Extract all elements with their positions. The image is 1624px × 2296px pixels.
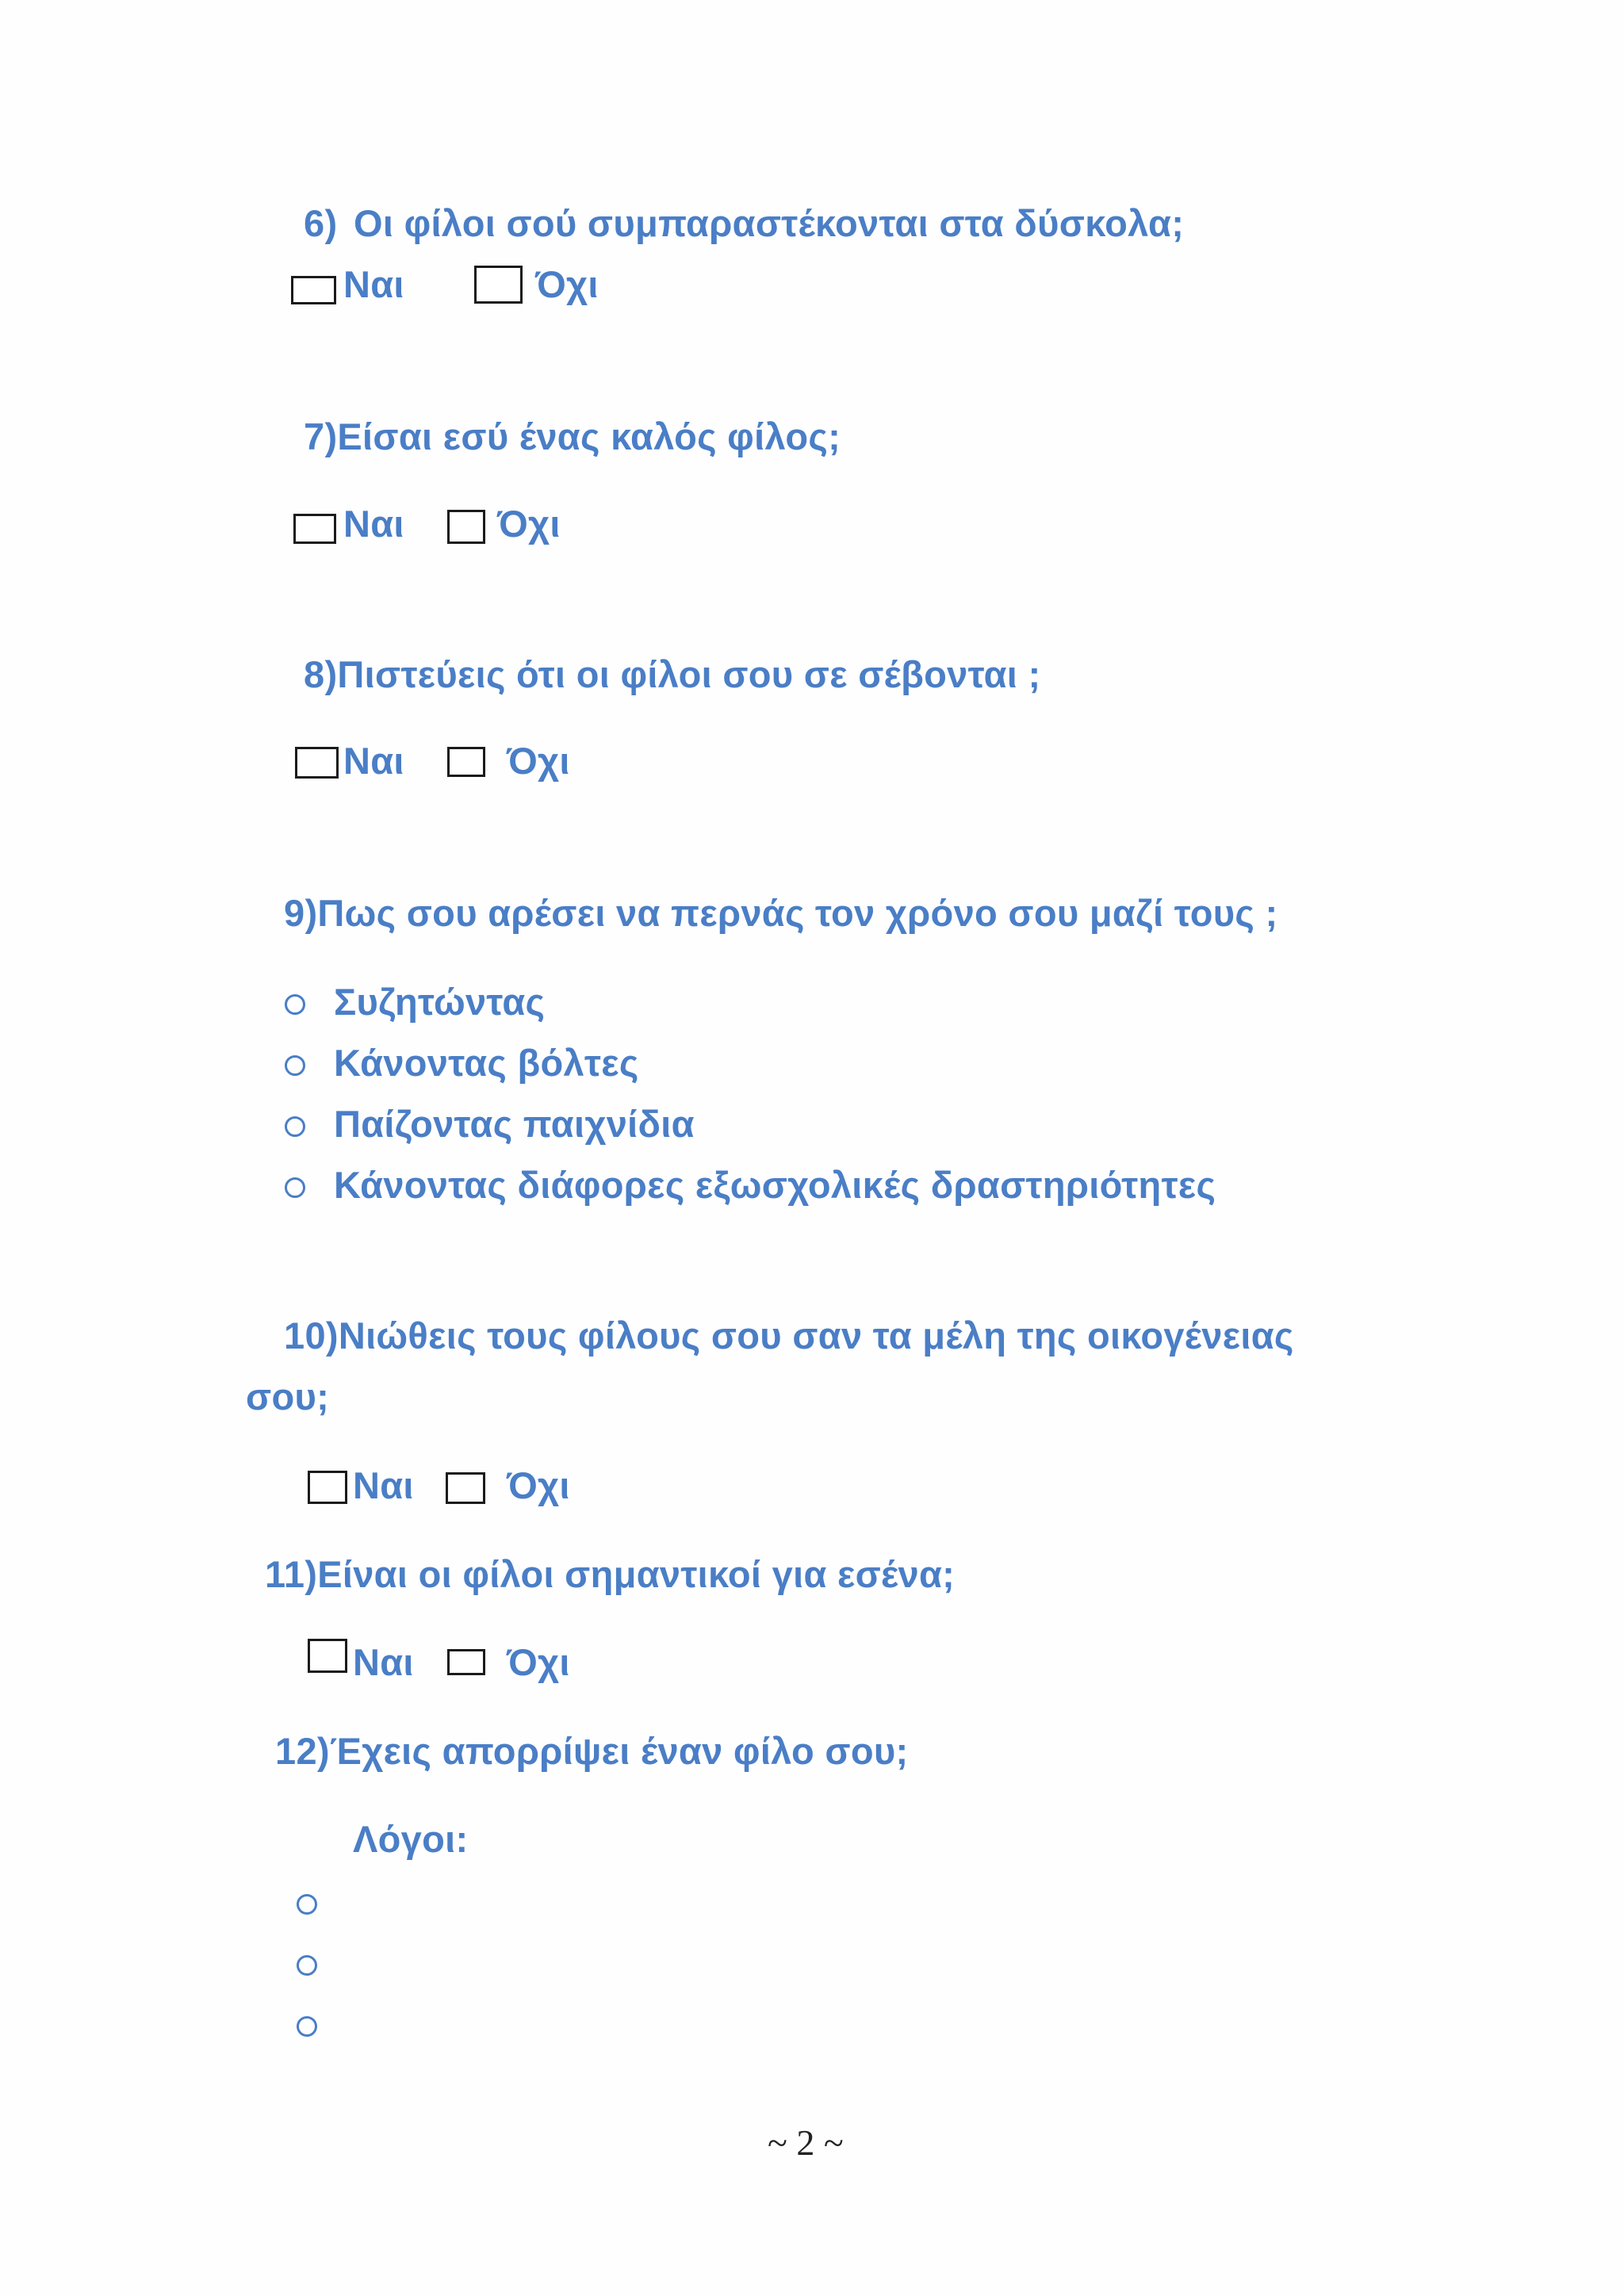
q8-yes-checkbox[interactable]: [295, 747, 339, 779]
q9-choice-4-label: Κάνοντας διάφορες εξωσχολικές δραστηριότητες: [334, 1164, 1216, 1206]
page-number: ~ 2 ~: [768, 2122, 844, 2163]
q9-choice-4-bullet[interactable]: [285, 1177, 305, 1198]
q8-no-checkbox[interactable]: [447, 747, 485, 777]
q6-yes-checkbox[interactable]: [291, 276, 336, 304]
q6-yes-label: Ναι: [343, 263, 404, 305]
q10-no-checkbox[interactable]: [446, 1472, 485, 1504]
q11-no-label: Όχι: [507, 1641, 570, 1683]
q9-choice-3-bullet[interactable]: [285, 1116, 305, 1137]
q8-no-label: Όχι: [507, 740, 570, 782]
q10-text-line2: σου;: [246, 1376, 330, 1418]
q8-yes-label: Ναι: [343, 740, 404, 782]
q10-yes-label: Ναι: [353, 1464, 414, 1506]
q6-no-checkbox[interactable]: [474, 266, 523, 304]
q9-choice-1-label: Συζητώντας: [334, 981, 546, 1023]
q7-yes-checkbox[interactable]: [293, 514, 336, 544]
q12-reasons-label: Λόγοι:: [353, 1818, 469, 1860]
q11-yes-checkbox[interactable]: [308, 1639, 347, 1673]
q12-reason-2-bullet[interactable]: [297, 1955, 317, 1976]
q10-yes-checkbox[interactable]: [308, 1471, 347, 1504]
q9-choice-2-label: Κάνοντας βόλτες: [334, 1042, 639, 1084]
q11-text: 11)Είναι οι φίλοι σημαντικοί για εσένα;: [265, 1553, 956, 1595]
q7-no-label: Όχι: [497, 503, 561, 545]
q8-text: 8)Πιστεύεις ότι οι φίλοι σου σε σέβονται ;: [304, 653, 1041, 695]
q9-choice-1-bullet[interactable]: [285, 994, 305, 1015]
q6-no-label: Όχι: [535, 263, 599, 305]
q10-no-label: Όχι: [507, 1464, 570, 1506]
q9-choice-2-bullet[interactable]: [285, 1055, 305, 1076]
q11-yes-label: Ναι: [353, 1641, 414, 1683]
q12-text: 12)Έχεις απορρίψει έναν φίλο σου;: [275, 1730, 909, 1772]
q12-reason-3-bullet[interactable]: [297, 2016, 317, 2037]
q12-reason-1-bullet[interactable]: [297, 1894, 317, 1915]
q7-text: 7)Είσαι εσύ ένας καλός φίλος;: [304, 415, 841, 457]
q10-text-line1: 10)Νιώθεις τους φίλους σου σαν τα μέλη της οικογένειας: [284, 1314, 1294, 1357]
q9-choice-3-label: Παίζοντας παιχνίδια: [334, 1103, 695, 1145]
q6-text: Οι φίλοι σού συμπαραστέκονται στα δύσκολα;: [354, 202, 1185, 244]
q11-no-checkbox[interactable]: [447, 1649, 485, 1675]
q9-text: 9)Πως σου αρέσει να περνάς τον χρόνο σου μαζί τους ;: [284, 892, 1278, 934]
q7-no-checkbox[interactable]: [447, 510, 485, 544]
q6-number: 6): [304, 202, 338, 244]
q7-yes-label: Ναι: [343, 503, 404, 545]
